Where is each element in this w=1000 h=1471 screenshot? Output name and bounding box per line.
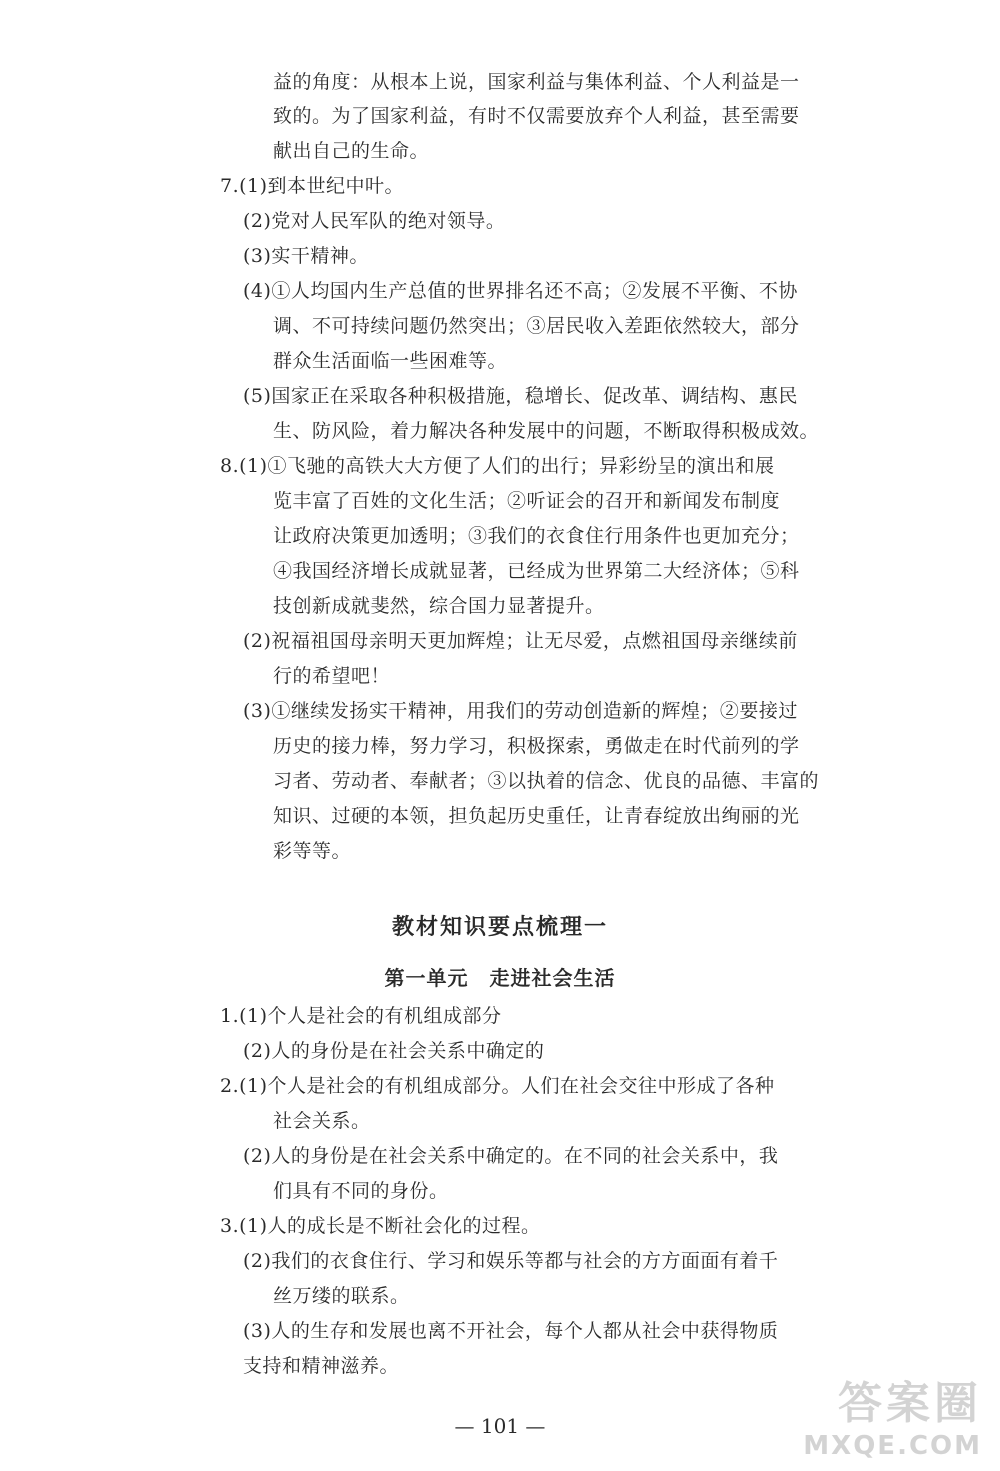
text-line: (2)人的身份是在社会关系中确定的: [243, 1040, 545, 1062]
text-line: 致的。为了国家利益，有时不仅需要放弃个人利益，甚至需要: [273, 105, 800, 127]
text-line: ④我国经济增长成就显著，已经成为世界第二大经济体；⑤科: [273, 560, 800, 582]
page-number: — 101 —: [454, 1414, 546, 1438]
text-line: 丝万缕的联系。: [273, 1285, 410, 1307]
text-line: 3.(1)人的成长是不断社会化的过程。: [220, 1215, 541, 1237]
text-line: 益的角度：从根本上说，国家利益与集体利益、个人利益是一: [273, 71, 800, 93]
text-line: (2)党对人民军队的绝对领导。: [243, 210, 506, 232]
text-line: 技创新成就斐然，综合国力显著提升。: [273, 595, 605, 617]
text-line: (2)人的身份是在社会关系中确定的。在不同的社会关系中，我: [243, 1145, 779, 1167]
text-line: 知识、过硬的本领，担负起历史重任，让青春绽放出绚丽的光: [273, 805, 800, 827]
text-line: (4)①人均国内生产总值的世界排名还不高；②发展不平衡、不协: [243, 280, 798, 302]
text-line: 调、不可持续问题仍然突出；③居民收入差距依然较大，部分: [273, 315, 800, 337]
text-line: 社会关系。: [273, 1110, 371, 1132]
text-line: 支持和精神滋养。: [243, 1355, 400, 1377]
text-line: 7.(1)到本世纪中叶。: [220, 175, 405, 197]
text-line: (3)①继续发扬实干精神，用我们的劳动创造新的辉煌；②要接过: [243, 700, 798, 722]
unit-title: 第一单元 走进社会生活: [384, 966, 616, 990]
watermark-logo: [792, 1367, 982, 1461]
text-line: 习者、劳动者、奉献者；③以执着的信念、优良的品德、丰富的: [273, 770, 820, 792]
text-line: (3)实干精神。: [243, 245, 369, 267]
text-line: 览丰富了百姓的文化生活；②听证会的召开和新闻发布制度: [273, 490, 781, 512]
text-line: 8.(1)①飞驰的高铁大大方便了人们的出行；异彩纷呈的演出和展: [220, 455, 775, 477]
text-line: 们具有不同的身份。: [273, 1180, 449, 1202]
text-line: 群众生活面临一些困难等。: [273, 350, 508, 372]
text-line: (3)人的生存和发展也离不开社会，每个人都从社会中获得物质: [243, 1320, 779, 1342]
text-line: (2)祝福祖国母亲明天更加辉煌；让无尽爱，点燃祖国母亲继续前: [243, 630, 798, 652]
text-line: 献出自己的生命。: [273, 140, 430, 162]
text-line: 让政府决策更加透明；③我们的衣食住行用条件也更加充分；: [273, 525, 800, 547]
watermark-bottom-text: MXQE.COM: [803, 1431, 982, 1461]
text-line: 2.(1)个人是社会的有机组成部分。人们在社会交往中形成了各种: [220, 1075, 775, 1097]
watermark-top-text: 答案圈: [838, 1378, 982, 1429]
text-line: 彩等等。: [273, 840, 352, 862]
text-line: (5)国家正在采取各种积极措施，稳增长、促改革、调结构、惠民: [243, 385, 798, 407]
text-line: 行的希望吧！: [273, 665, 391, 687]
text-line: (2)我们的衣食住行、学习和娱乐等都与社会的方方面面有着千: [243, 1250, 779, 1272]
section-title: 教材知识要点梳理一: [391, 915, 608, 940]
text-line: 1.(1)个人是社会的有机组成部分: [220, 1005, 502, 1027]
text-line: 历史的接力棒，努力学习，积极探索，勇做走在时代前列的学: [273, 735, 800, 757]
text-line: 生、防风险，着力解决各种发展中的问题，不断取得积极成效。: [273, 420, 820, 442]
